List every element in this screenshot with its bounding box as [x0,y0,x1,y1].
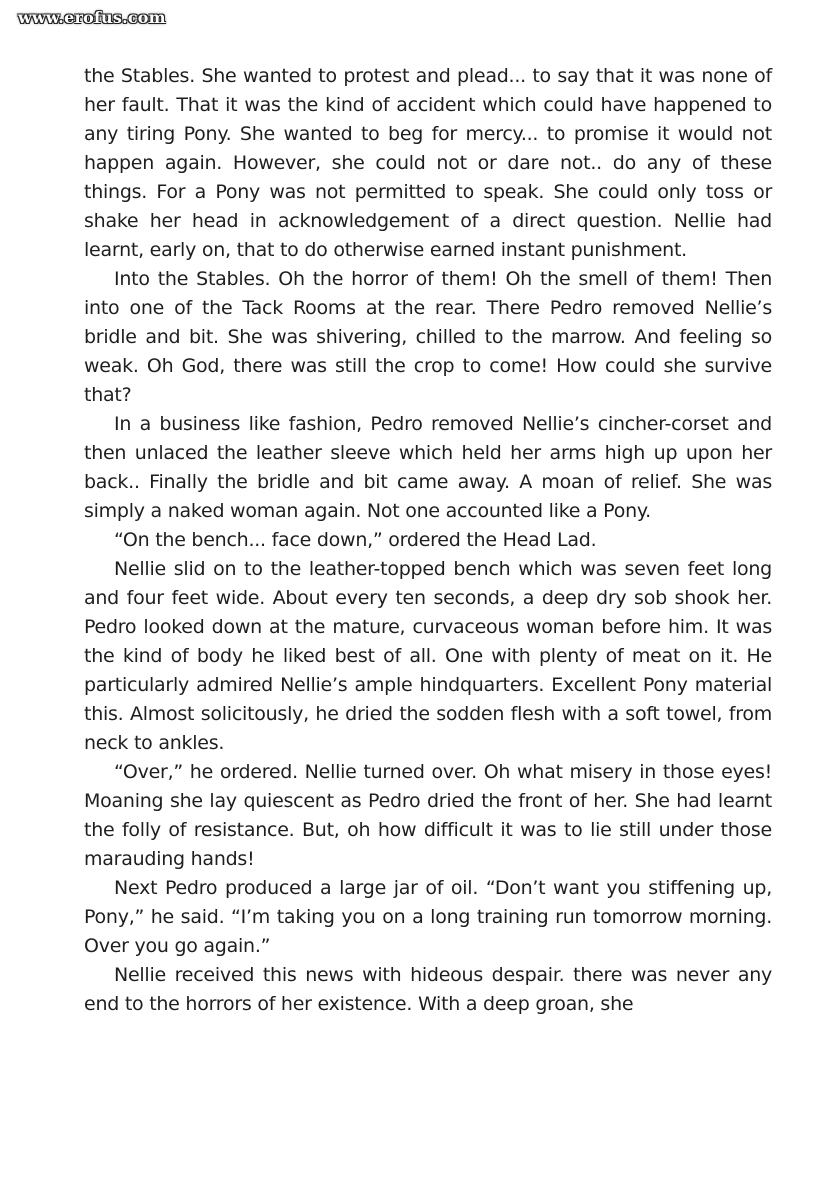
paragraph-8: Nellie received this news with hideous despair. there was never any end to the horrors of her existence. With a deep groan, she [84,964,772,1015]
page-body [84,62,772,1019]
paragraph-1: the Stables. She wanted to protest and plead... to say that it was none of her fault. That it was the kind of accident which could have happened to any tiring Pony. She wanted to beg for mercy... to promise it would not happen again. However, she could not or dare not.. do any of these things. For a Pony was not permitted to speak. She could only toss or shake her head in acknowledgement of a direct question. Nellie had learnt, early on, that to do otherwise earned instant punishment. [84,65,772,261]
paragraph-4: “On the bench... face down,” ordered the Head Lad. [114,529,597,551]
watermark: www.erofus.com [18,8,166,27]
paragraph-6: “Over,” he ordered. Nellie turned over. Oh what misery in those eyes! Moaning she lay quiescent as Pedro dried the front of her. She had learnt the folly of resistance. But, oh how difficult it was to lie still under those marauding hands! [84,761,772,870]
paragraph-2: Into the Stables. Oh the horror of them! Oh the smell of them! Then into one of the Tack Rooms at the rear. There Pedro removed Nellie’s bridle and bit. She was shivering, chilled to the marrow. And feeling so weak. Oh God, there was still the crop to come! How could she survive that? [84,268,772,406]
paragraph-7: Next Pedro produced a large jar of oil. “Don’t want you stiffening up, Pony,” he said. “I’m taking you on a long training run tomorrow morning. Over you go again.” [84,877,772,957]
paragraph-3: In a business like fashion, Pedro removed Nellie’s cincher-corset and then unlaced the leather sleeve which held her arms high up upon her back.. Finally the bridle and bit came away. A moan of relief. She was simply a naked woman again. Not one accounted like a Pony. [84,413,772,522]
paragraph-5: Nellie slid on to the leather-topped bench which was seven feet long and four feet wide. About every ten seconds, a deep dry sob shook her. Pedro looked down at the mature, curvaceous woman before him. It was the kind of body he liked best of all. One with plenty of meat on it. He particularly admired Nellie’s ample hindquarters. Excellent Pony material this. Almost solicitously, he dried the sodden flesh with a soft towel, from neck to ankles. [84,558,772,754]
